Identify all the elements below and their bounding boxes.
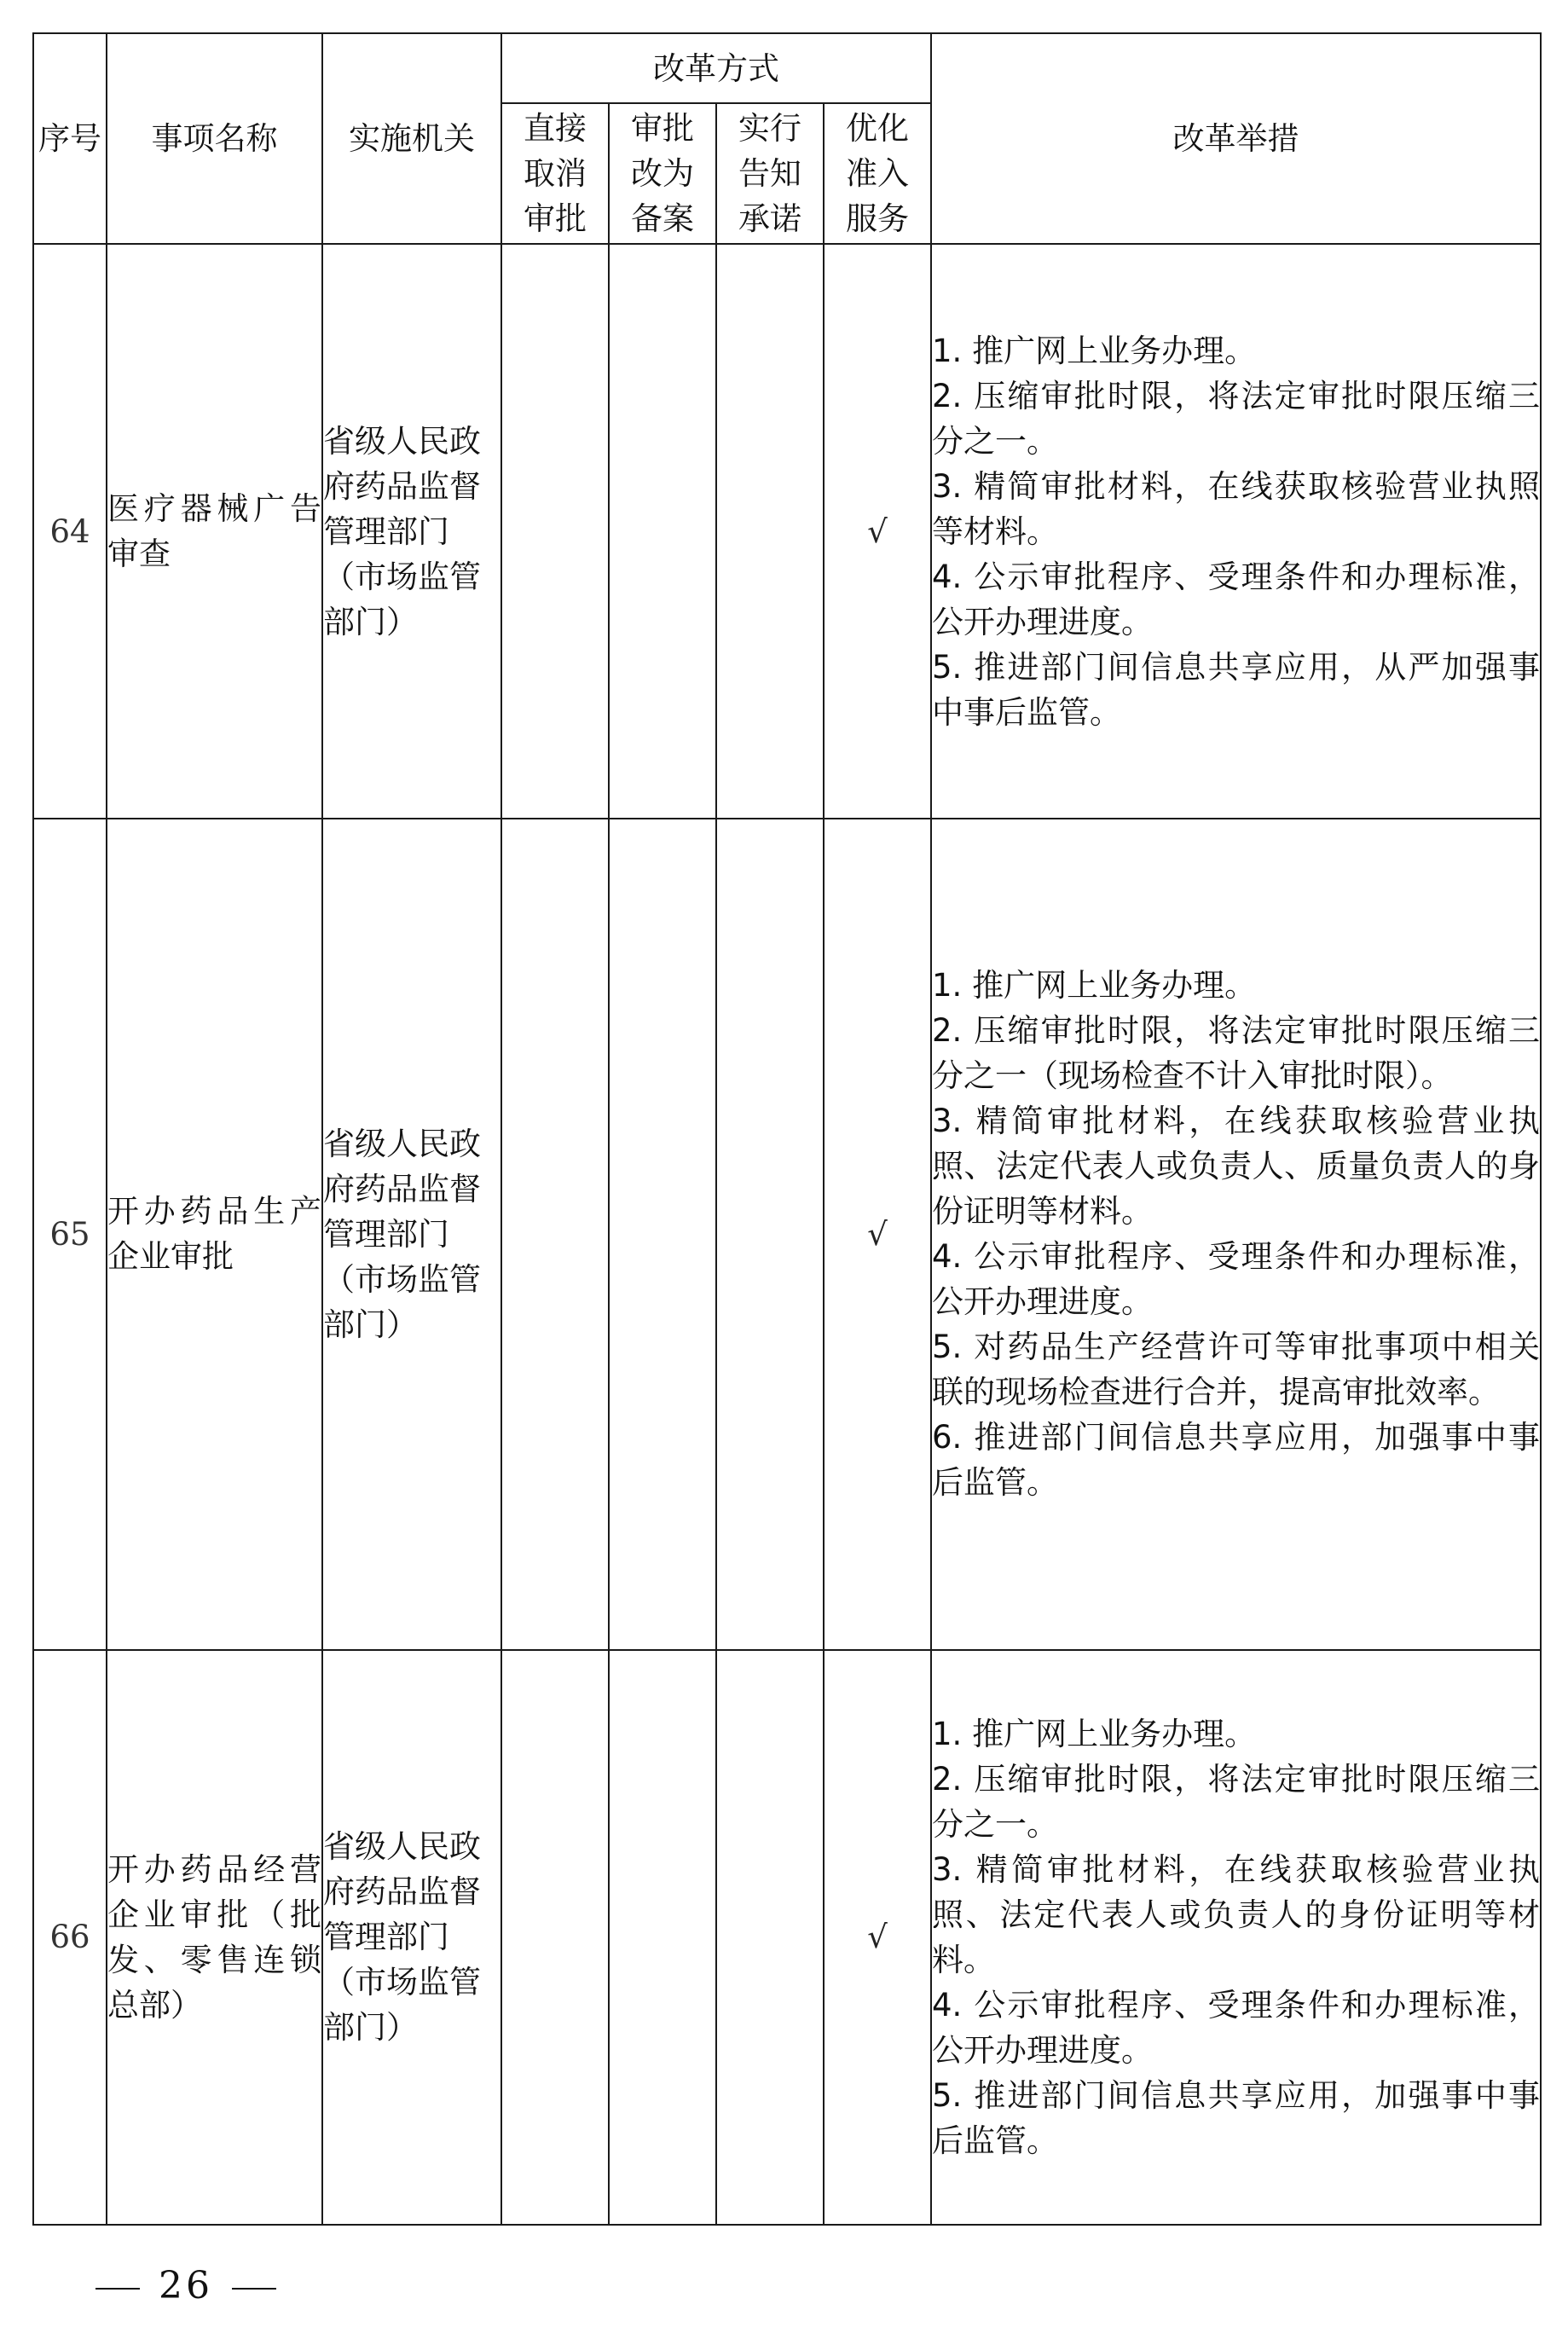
- row-seq: 66: [33, 1650, 107, 2225]
- header-org: 实施机关: [322, 33, 501, 244]
- table-row: [33, 244, 1541, 819]
- row-name: 开办药品生产企业审批: [107, 819, 322, 1649]
- header-seq: 序号: [33, 33, 107, 244]
- measure-item: 3. 精简审批材料，在线获取核验营业执照等材料。: [932, 467, 1540, 550]
- row-mode-cancel: [501, 819, 609, 1649]
- measure-item: 5. 对药品生产经营许可等审批事项中相关联的现场检查进行合并，提高审批效率。: [932, 1329, 1540, 1411]
- measure-item: 4. 公示审批程序、受理条件和办理标准，公开办理进度。: [932, 1238, 1540, 1321]
- page-footer: [77, 2264, 295, 2307]
- row-org: 省级人民政府药品监督管理部门（市场监管部门）: [322, 819, 501, 1649]
- row-mode-cancel: [501, 1650, 609, 2225]
- row-mode-optimize: √: [824, 1650, 931, 2225]
- row-org: 省级人民政府药品监督管理部门（市场监管部门）: [322, 1650, 501, 2225]
- row-seq: 64: [33, 244, 107, 819]
- page-number: 26: [159, 2264, 213, 2307]
- header-mode-optimize: 优化准入服务: [824, 103, 931, 244]
- measure-item: 4. 公示审批程序、受理条件和办理标准，公开办理进度。: [932, 558, 1540, 640]
- measure-item: 6. 推进部门间信息共享应用，加强事中事后监管。: [932, 1419, 1540, 1502]
- row-mode-cancel: [501, 244, 609, 819]
- row-mode-optimize: √: [824, 819, 931, 1649]
- table-row: [33, 819, 1541, 1649]
- row-seq: 65: [33, 819, 107, 1649]
- measure-item: 4. 公示审批程序、受理条件和办理标准，公开办理进度。: [932, 1986, 1540, 2069]
- measure-item: 2. 压缩审批时限，将法定审批时限压缩三分之一。: [932, 377, 1540, 460]
- header-measures: 改革举措: [931, 33, 1541, 244]
- table-row: [33, 1650, 1541, 2225]
- measure-item: 1. 推广网上业务办理。: [932, 967, 1257, 1004]
- footer-dash-left: [95, 2288, 140, 2290]
- row-name: 医疗器械广告审查: [107, 244, 322, 819]
- measure-item: 1. 推广网上业务办理。: [932, 1715, 1257, 1752]
- row-mode-record: [609, 819, 716, 1649]
- row-mode-notify: [716, 819, 824, 1649]
- header-reform-mode: 改革方式: [501, 33, 931, 103]
- measure-item: 5. 推进部门间信息共享应用，加强事中事后监管。: [932, 2076, 1540, 2159]
- row-measures: [931, 819, 1541, 1649]
- measure-item: 1. 推广网上业务办理。: [932, 332, 1257, 369]
- row-mode-notify: [716, 1650, 824, 2225]
- header-mode-notify: 实行告知承诺: [716, 103, 824, 244]
- measure-item: 3. 精简审批材料，在线获取核验营业执照、法定代表人或负责人、质量负责人的身份证明等材料。: [932, 1103, 1540, 1230]
- row-name: 开办药品经营企业审批（批发、零售连锁总部）: [107, 1650, 322, 2225]
- row-mode-optimize: √: [824, 244, 931, 819]
- measure-item: 3. 精简审批材料，在线获取核验营业执照、法定代表人或负责人的身份证明等材料。: [932, 1850, 1540, 1978]
- footer-dash-right: [232, 2288, 276, 2290]
- row-mode-notify: [716, 244, 824, 819]
- header-name: 事项名称: [107, 33, 322, 244]
- measure-item: 2. 压缩审批时限，将法定审批时限压缩三分之一（现场检查不计入审批时限）。: [932, 1012, 1540, 1095]
- row-measures: [931, 244, 1541, 819]
- row-mode-record: [609, 1650, 716, 2225]
- row-mode-record: [609, 244, 716, 819]
- measure-item: 2. 压缩审批时限，将法定审批时限压缩三分之一。: [932, 1760, 1540, 1843]
- header-mode-cancel: 直接取消审批: [501, 103, 609, 244]
- header-mode-record: 审批改为备案: [609, 103, 716, 244]
- measure-item: 5. 推进部门间信息共享应用，从严加强事中事后监管。: [932, 648, 1540, 731]
- reform-table: [32, 32, 1542, 2226]
- row-org: 省级人民政府药品监督管理部门（市场监管部门）: [322, 244, 501, 819]
- row-measures: [931, 1650, 1541, 2225]
